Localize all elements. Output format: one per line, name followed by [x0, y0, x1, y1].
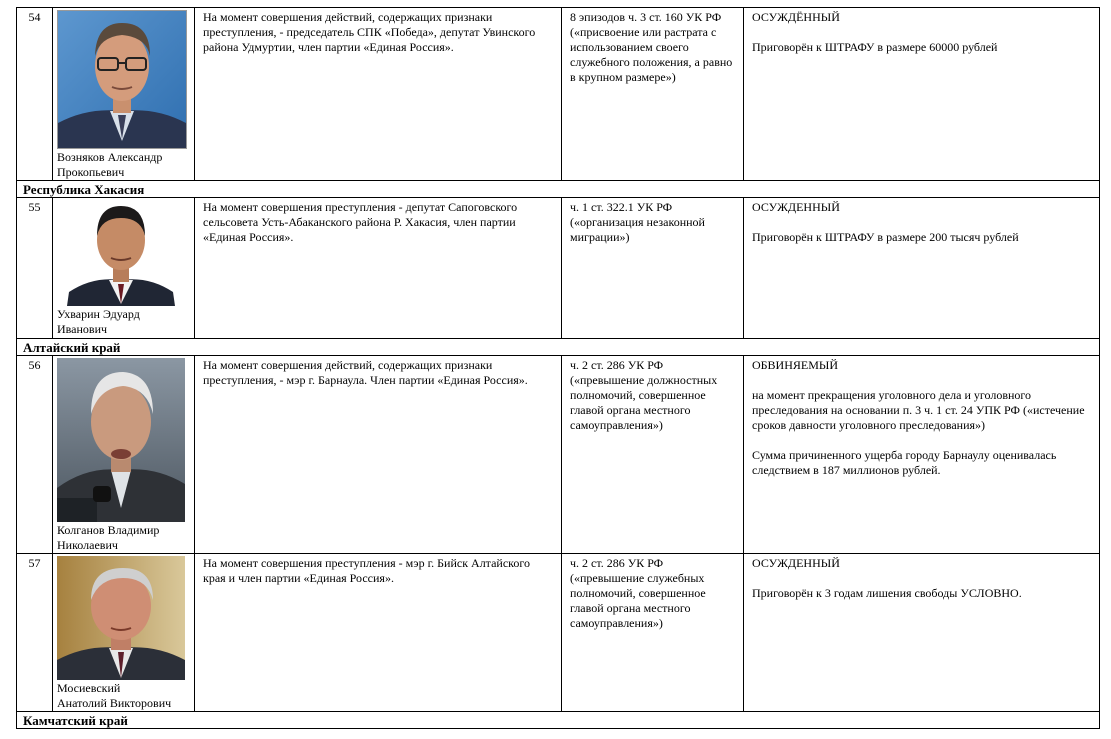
person-name: Ухварин Эдуард Иванович [57, 307, 140, 336]
article: 8 эпизодов ч. 3 ст. 160 УК РФ («присвоение или растрата с использованием своего служебного положения, а равно в крупном размере») [562, 8, 744, 181]
convictions-table [16, 7, 1100, 729]
row-number: 56 [17, 356, 53, 554]
status-label: ОСУЖДЕННЫЙ [752, 556, 840, 570]
article: ч. 1 ст. 322.1 УК РФ («организация незаконной миграции») [562, 198, 744, 339]
table-row [17, 198, 1100, 339]
table-row [17, 554, 1100, 712]
article: ч. 2 ст. 286 УК РФ («превышение должностных полномочий, совершенное главой органа местного самоуправления») [562, 356, 744, 554]
region-kamchatka: Камчатский край [17, 712, 1100, 729]
photo-cell [53, 198, 195, 339]
region-row [17, 181, 1100, 198]
region-row [17, 712, 1100, 729]
status-label: ОБВИНЯЕМЫЙ [752, 358, 839, 372]
verdict-text: Приговорён к ШТРАФУ в размере 200 тысяч рублей [752, 230, 1019, 244]
status-cell [744, 554, 1100, 712]
status-cell [744, 198, 1100, 339]
portrait-photo [57, 200, 185, 306]
region-row [17, 339, 1100, 356]
region-khakasia: Республика Хакасия [17, 181, 1100, 198]
row-number: 57 [17, 554, 53, 712]
table-row [17, 356, 1100, 554]
status-cell [744, 8, 1100, 181]
table-row [17, 8, 1100, 181]
portrait-photo [57, 358, 185, 522]
portrait-photo [57, 556, 185, 680]
region-altai: Алтайский край [17, 339, 1100, 356]
portrait-photo [57, 10, 187, 149]
photo-cell [53, 554, 195, 712]
description: На момент совершения действий, содержащих признаки преступления, - председатель СПК «Победа», депутат Увинского района Удмуртии, член партии «Единая Россия». [195, 8, 562, 181]
status-label: ОСУЖДЕННЫЙ [752, 200, 840, 214]
status-label: ОСУЖДЁННЫЙ [752, 10, 840, 24]
description: На момент совершения преступления - мэр г. Бийск Алтайского края и член партии «Единая Россия». [195, 554, 562, 712]
status-cell [744, 356, 1100, 554]
description: На момент совершения действий, содержащих признаки преступления, - мэр г. Барнаула. Член партии «Единая Россия». [195, 356, 562, 554]
article: ч. 2 ст. 286 УК РФ («превышение служебных полномочий, совершенное главой органа местного самоуправления») [562, 554, 744, 712]
verdict-text: Приговорён к ШТРАФУ в размере 60000 рублей [752, 40, 998, 54]
row-number: 54 [17, 8, 53, 181]
person-name: Колганов Владимир Николаевич [57, 523, 160, 552]
verdict-text: на момент прекращения уголовного дела и уголовного преследования на основании п. 3 ч. 1 ст. 24 УПК РФ («истечение сроков давности уголовного преследования») [752, 388, 1085, 432]
row-number: 55 [17, 198, 53, 339]
person-name: Мосиевский Анатолий Викторович [57, 681, 172, 710]
verdict-text: Приговорён к 3 годам лишения свободы УСЛОВНО. [752, 586, 1022, 600]
damage-text: Сумма причиненного ущерба городу Барнаулу оценивалась следствием в 187 миллионов рублей. [752, 448, 1057, 477]
description: На момент совершения преступления - депутат Сапоговского сельсовета Усть-Абаканского района Р. Хакасия, член партии «Единая Россия». [195, 198, 562, 339]
photo-cell [53, 8, 195, 181]
person-name: Возняков Александр Прокопьевич [57, 150, 163, 179]
photo-cell [53, 356, 195, 554]
